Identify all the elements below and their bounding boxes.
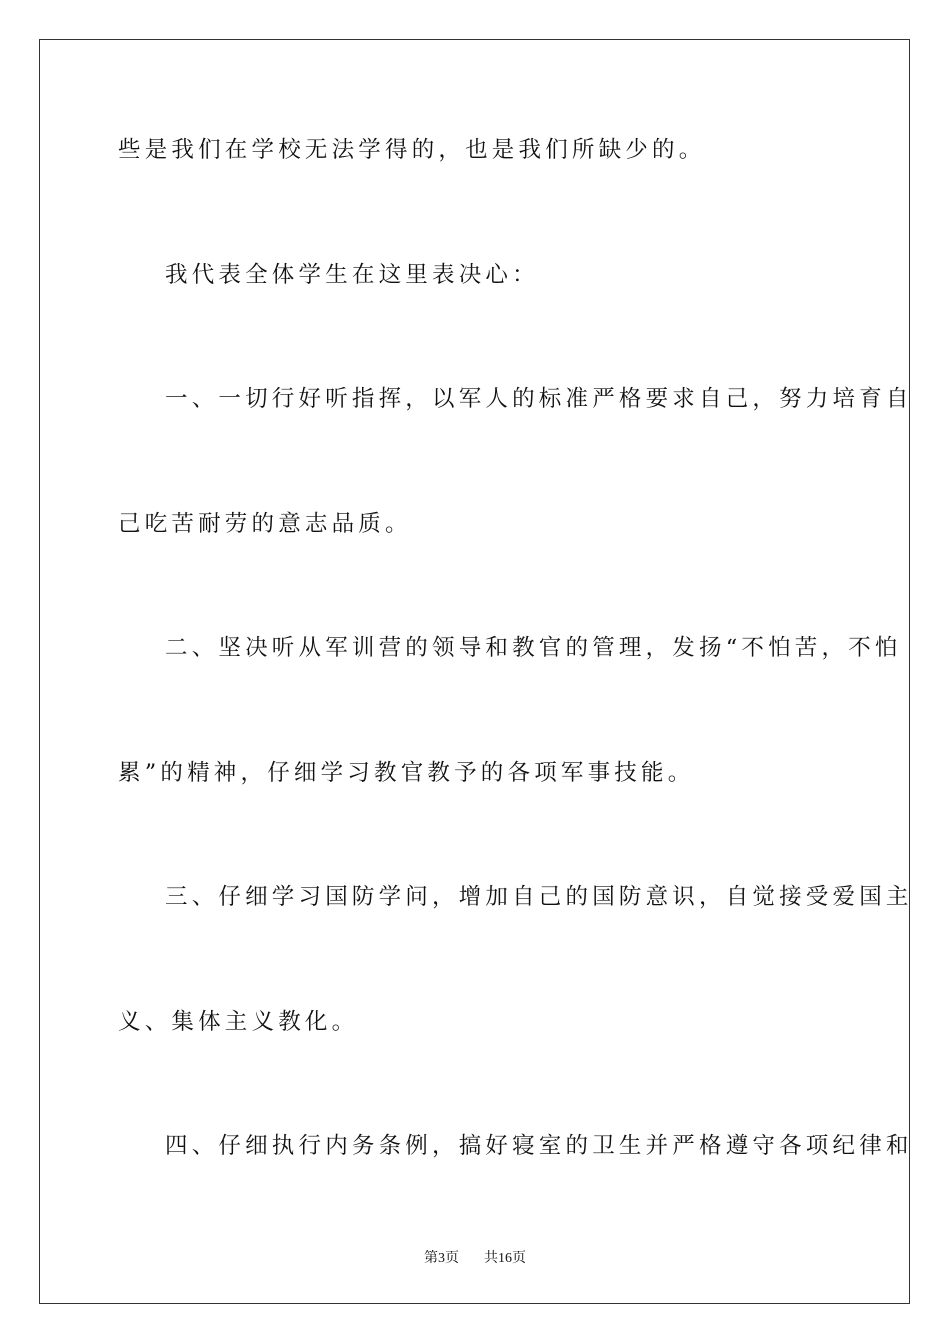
text-line: 二、坚决听从军训营的领导和教官的管理，发扬“不怕苦，不怕 (165, 635, 902, 661)
page-footer (0, 1247, 950, 1267)
text-line: 些是我们在学校无法学得的，也是我们所缺少的。 (118, 137, 706, 163)
text-line: 义、集体主义教化。 (118, 1009, 359, 1035)
text-line: 一、一切行好听指挥，以军人的标准严格要求自己，努力培育自 (165, 386, 913, 412)
text-line: 我代表全体学生在这里表决心： (165, 262, 539, 288)
page-number: 第3页 (424, 1251, 459, 1266)
page-frame (39, 39, 910, 1304)
text-line: 己吃苦耐劳的意志品质。 (118, 511, 412, 537)
text-line: 累”的精神，仔细学习教官教予的各项军事技能。 (118, 760, 695, 786)
page-total: 共16页 (484, 1251, 526, 1266)
text-line: 三、仔细学习国防学问，增加自己的国防意识，自觉接受爱国主 (165, 884, 913, 910)
text-line: 四、仔细执行内务条例，搞好寝室的卫生并严格遵守各项纪律和 (165, 1133, 913, 1159)
